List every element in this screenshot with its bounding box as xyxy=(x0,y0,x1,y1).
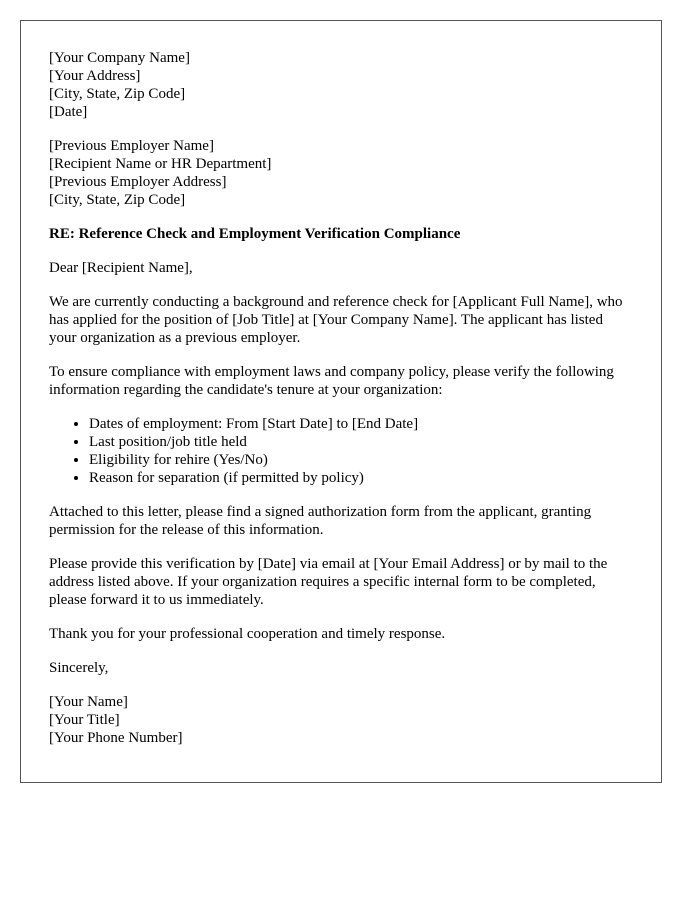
sender-city-state-zip: [City, State, Zip Code] xyxy=(49,86,186,102)
signature-title: [Your Title] xyxy=(49,712,120,728)
request-paragraph: To ensure compliance with employment laws and company policy, please verify the following information regarding the candidate's tenure at your organization: xyxy=(49,364,614,398)
sender-company: [Your Company Name] xyxy=(49,50,190,66)
recipient-address: [Previous Employer Address] xyxy=(49,174,227,190)
list-item: • Dates of employment: From [Start Date] to [End Date] xyxy=(89,415,633,433)
list-item: • Eligibility for rehire (Yes/No) xyxy=(89,451,633,469)
recipient-name: [Recipient Name or HR Department] xyxy=(49,156,272,172)
signature-name: [Your Name] xyxy=(49,694,128,710)
list-item: • Last position/job title held xyxy=(89,433,633,451)
salutation: Dear [Recipient Name], xyxy=(49,260,193,276)
signature-phone: [Your Phone Number] xyxy=(49,730,183,746)
deadline-paragraph: Please provide this verification by [Date] via email at [Your Email Address] or by mail to the address listed above. If your organization requires a specific internal form to be completed, please forward it to us immediately. xyxy=(49,556,608,608)
letter-date: [Date] xyxy=(49,104,88,120)
letter-document xyxy=(20,20,662,783)
recipient-city-state-zip: [City, State, Zip Code] xyxy=(49,192,186,208)
intro-paragraph: We are currently conducting a background and reference check for [Applicant Full Name], who has applied for the position of [Job Title] at [Your Company Name]. The applicant has listed your organization as a previous employer. xyxy=(49,294,623,346)
recipient-employer: [Previous Employer Name] xyxy=(49,138,214,154)
attachment-paragraph: Attached to this letter, please find a signed authorization form from the applicant, granting permission for the release of this information. xyxy=(49,504,592,538)
thanks-paragraph: Thank you for your professional cooperation and timely response. xyxy=(49,626,446,642)
signature-block xyxy=(49,693,633,747)
recipient-address-block xyxy=(49,137,633,209)
list-item: • Reason for separation (if permitted by policy) xyxy=(89,469,633,487)
sender-address-block xyxy=(49,49,633,121)
subject-line: RE: Reference Check and Employment Verification Compliance xyxy=(49,226,461,242)
sender-address: [Your Address] xyxy=(49,68,141,84)
closing: Sincerely, xyxy=(49,660,109,676)
verification-list xyxy=(49,415,633,487)
